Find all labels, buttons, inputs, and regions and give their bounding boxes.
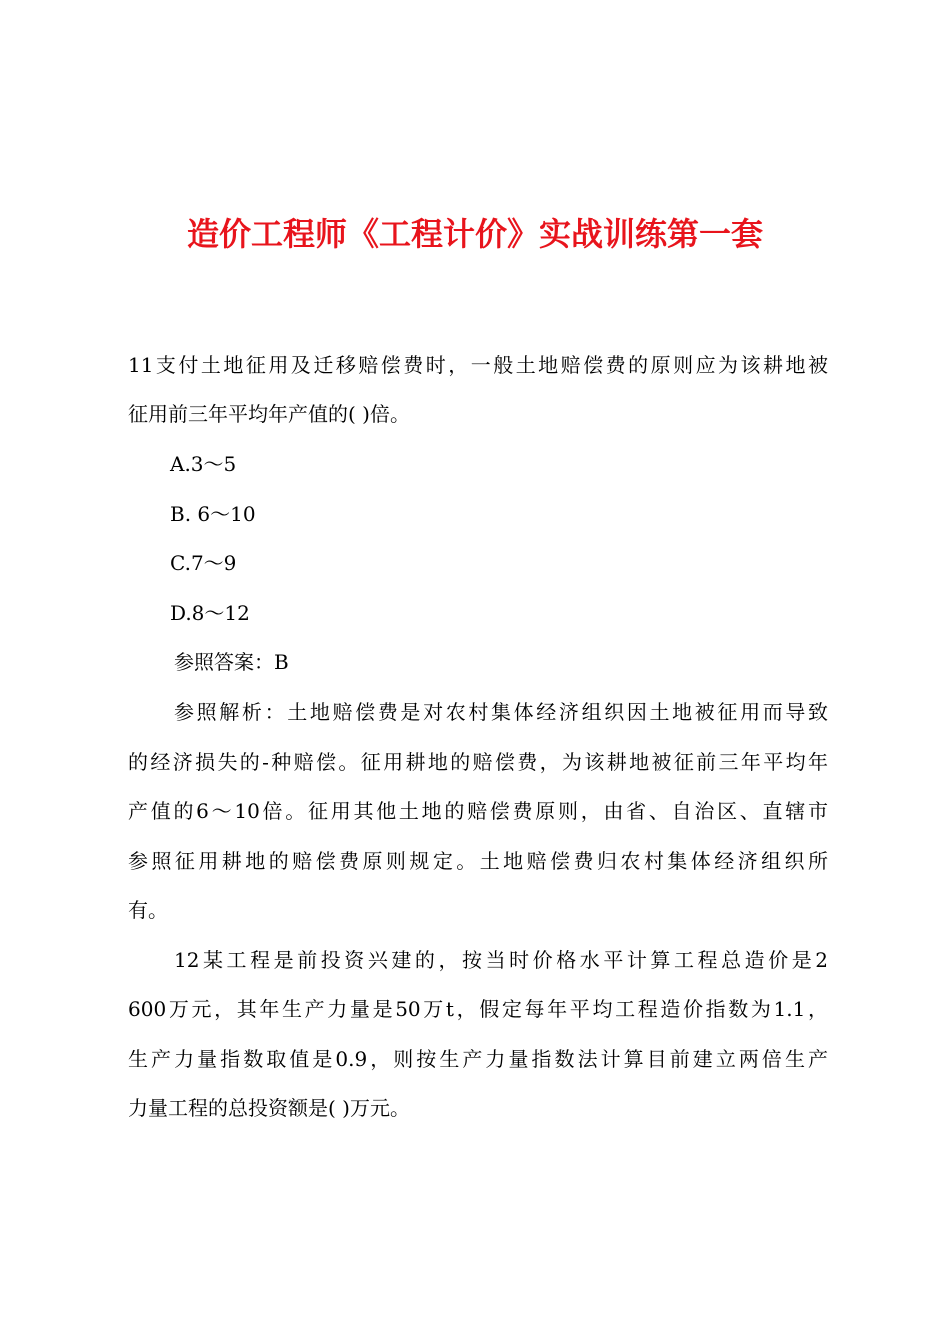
q11-analysis-line-1: 参照解析：土地赔偿费是对农村集体经济组织因土地被征用而导致 [174, 700, 828, 724]
q11-analysis-line-4: 参照征用耕地的赔偿费原则规定。土地赔偿费归农村集体经济组织所 [128, 849, 828, 873]
q11-analysis-line-2: 的经济损失的-种赔偿。征用耕地的赔偿费，为该耕地被征前三年平均年 [128, 750, 828, 774]
q11-option-d: D.8～12 [170, 601, 250, 625]
q11-option-c: C.7～9 [170, 551, 237, 575]
document-title: 造价工程师《工程计价》实战训练第一套 [186, 215, 763, 253]
q11-analysis-line-3: 产值的6～10倍。征用其他土地的赔偿费原则，由省、自治区、直辖市 [128, 799, 828, 823]
q12-stem-line-3: 生产力量指数取值是0.9，则按生产力量指数法计算目前建立两倍生产 [128, 1047, 828, 1071]
q11-option-b: B. 6～10 [170, 502, 256, 526]
q11-stem-line-1: 11支付土地征用及迁移赔偿费时，一般土地赔偿费的原则应为该耕地被 [128, 353, 828, 377]
q12-stem-line-1: 12某工程是前投资兴建的，按当时价格水平计算工程总造价是2 [174, 948, 828, 972]
q11-answer: 参照答案：B [174, 650, 289, 674]
q11-option-a: A.3～5 [170, 452, 237, 476]
q12-stem-line-4: 力量工程的总投资额是( )万元。 [128, 1096, 410, 1120]
q12-stem-line-2: 600万元，其年生产力量是50万t，假定每年平均工程造价指数为1.1， [128, 997, 828, 1021]
q11-analysis-line-5: 有。 [128, 898, 168, 922]
q11-stem-line-2: 征用前三年平均年产值的( )倍。 [128, 402, 410, 426]
